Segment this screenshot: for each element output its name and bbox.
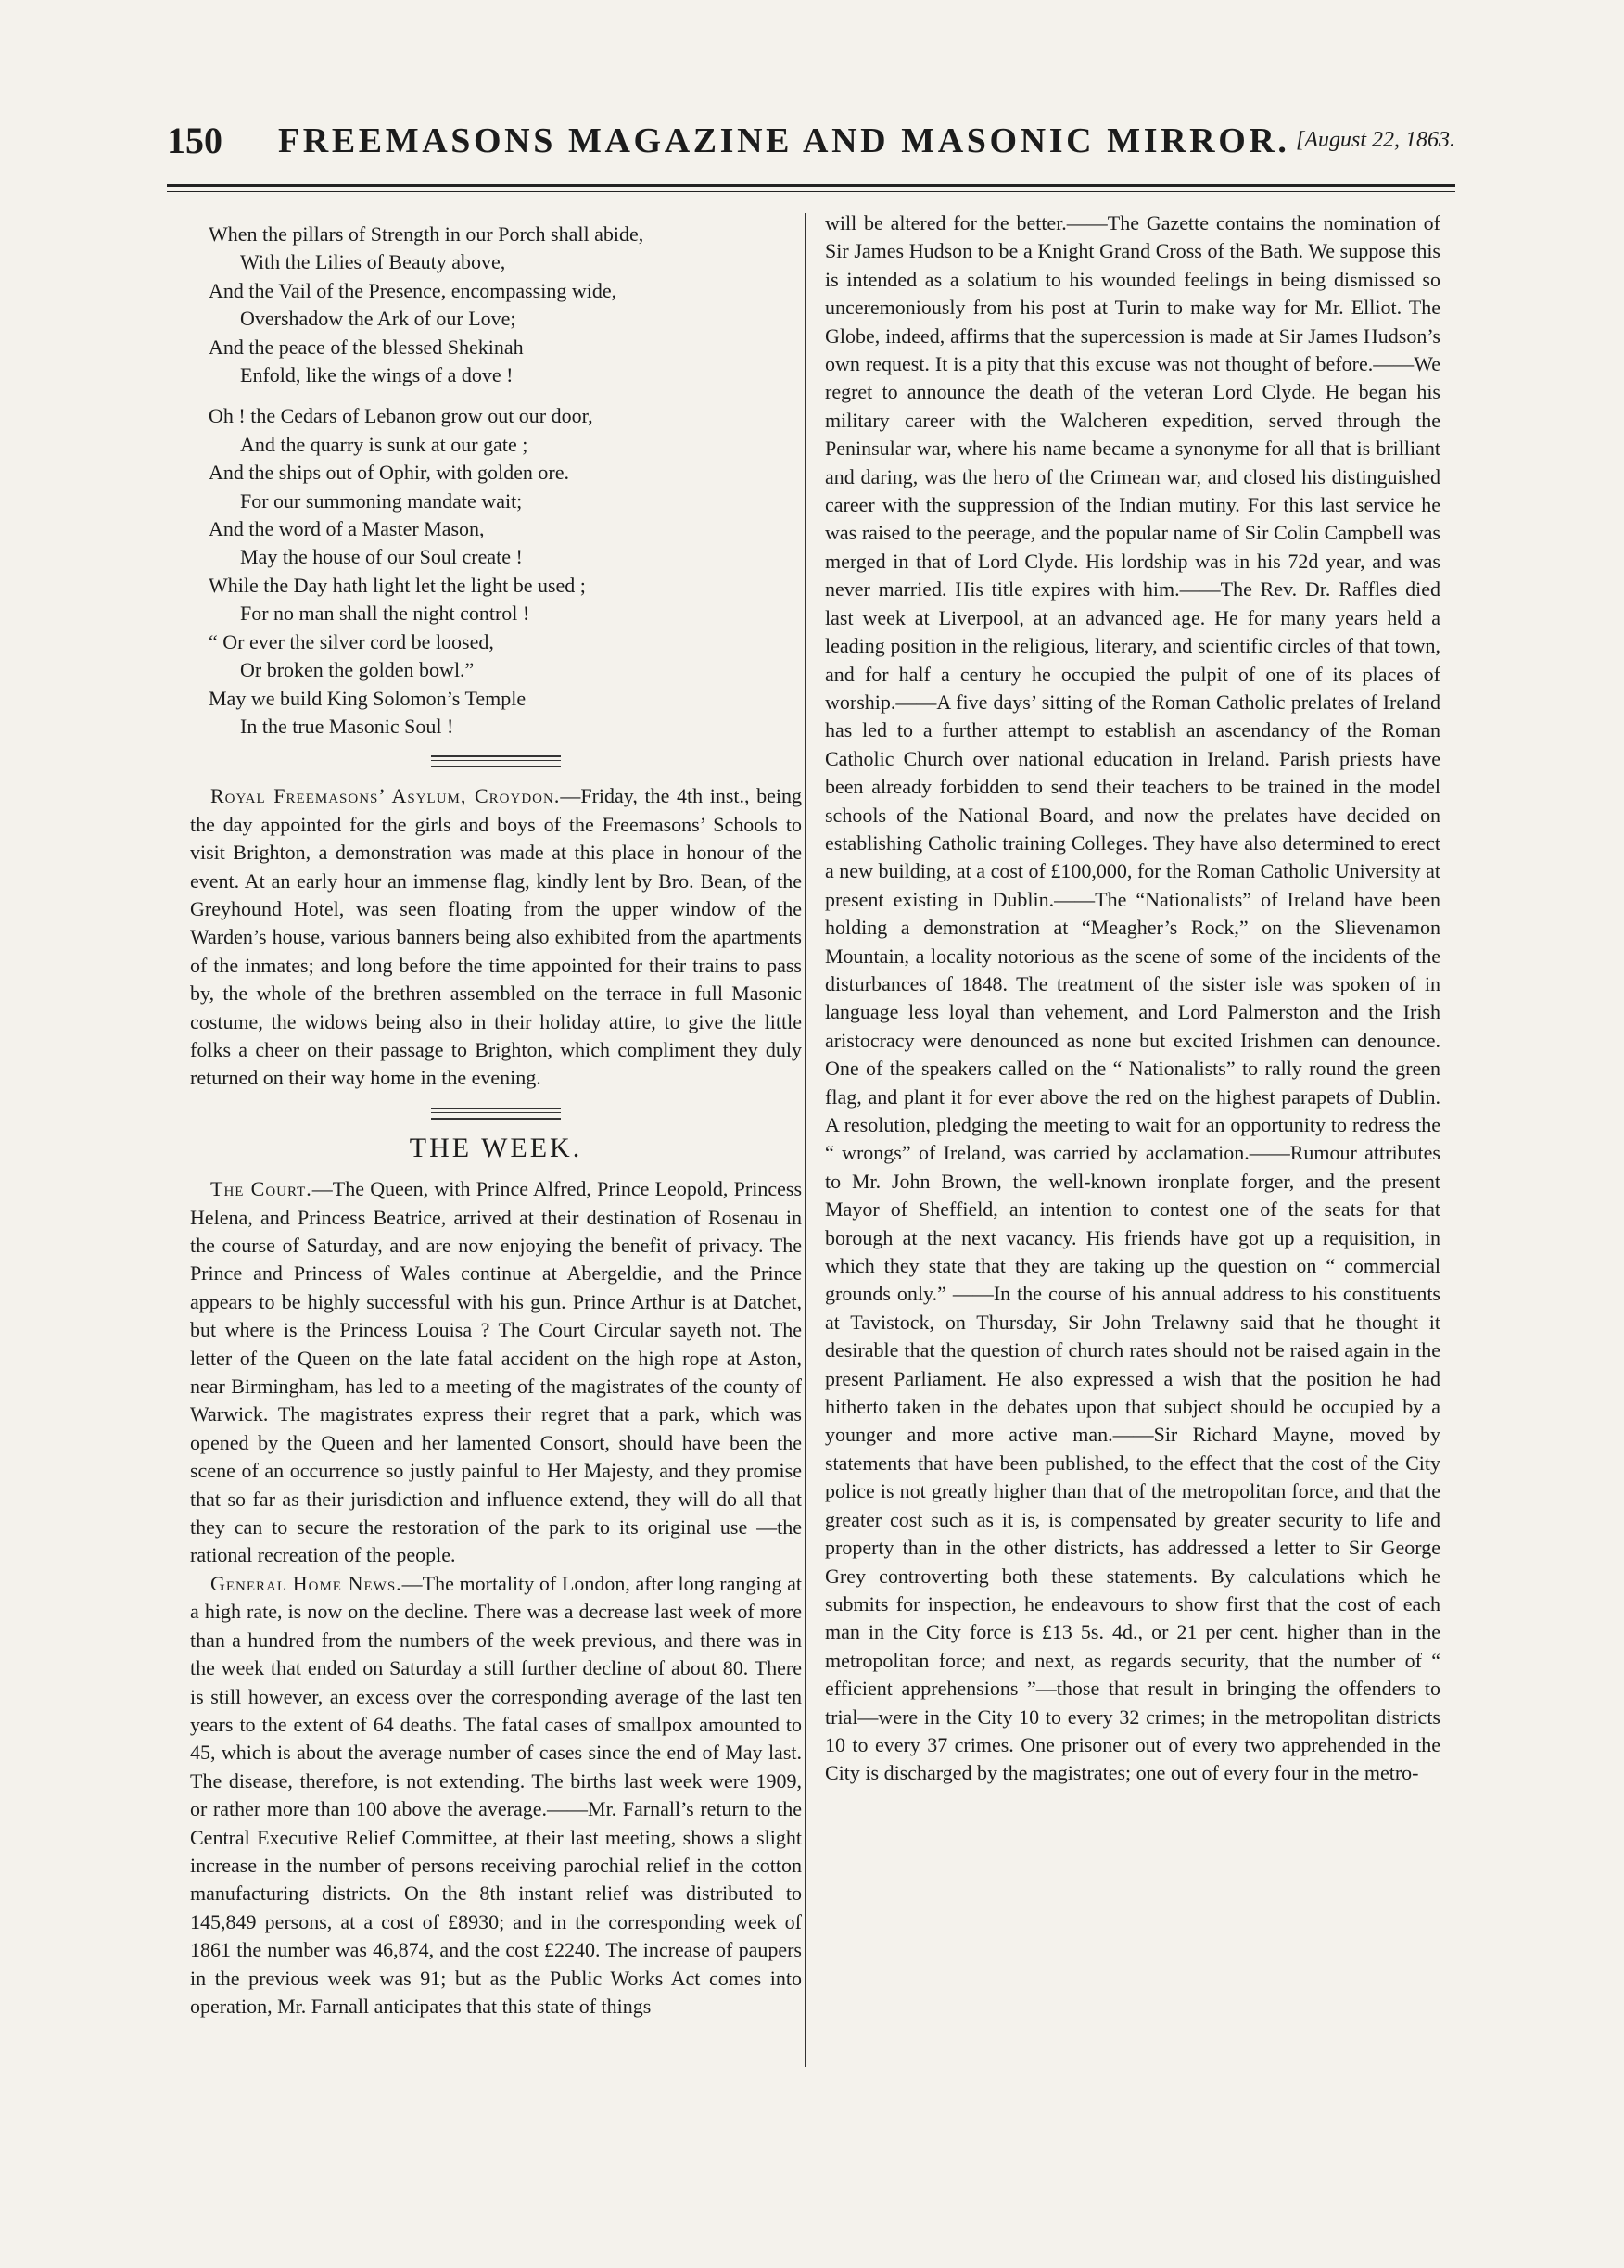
home-news-text: —The mortality of London, after long ranging at a high rate, is now on the decline. There was a decrease last week of more than a hundred from the numbers of the week previous, and there was in the week that ended on Saturday a still further decline of about 80. There is still however, an excess over the corresponding average of the last ten years to the extent of 64 deaths. The fatal cases of smallpox amounted to 45, which is about the average number of cases since the end of May last. The disease, therefore, is not extending. The births last week were 1909, or rather more than 100 above the average.——Mr. Farnall’s return to the Central Executive Relief Committee, at their last meeting, shows a slight increase in the number of persons receiving parochial relief in the cotton manufacturing districts. On the 8th instant relief was distributed to 145,849 persons, at a cost of £8930; and in the corresponding week of 1861 the number was 46,874, and the cost £2240. The increase of paupers in the previous week was 91; but as the Public Works Act comes into operation, Mr. Farnall anticipates that this state of things [190, 1571, 802, 2018]
poem-line: While the Day hath light let the light be used ; [209, 573, 586, 597]
right-column [825, 209, 1440, 1788]
poem-line: And the peace of the blessed Shekinah [209, 335, 524, 359]
poem-line: May we build King Solomon’s Temple [209, 686, 527, 710]
poem-line: Oh ! the Cedars of Lebanon grow out our door, [209, 404, 593, 428]
poem-line: And the ships out of Ophir, with golden ore. [209, 461, 569, 485]
poem-stanza-2 [209, 402, 802, 741]
right-column-paragraph: will be altered for the better.——The Gazette contains the nomination of Sir James Hudson to be a Knight Grand Cross of the Bath. We suppose this is intended as a solatium to his wounded feelings in being dismissed so unceremoniously from his post at Turin to make way for Mr. Elliot. The Globe, indeed, affirms that the supercession is made at Sir James Hudson’s own request. It is a pity that this excuse was not thought of before.——We regret to announce the death of the veteran Lord Clyde. He began his military career with the Walcheren expedition, served through the Peninsular war, where his name became a synonyme for all that is brilliant and daring, was the hero of the Crimean war, and closed his distinguished career with the suppression of the Indian mutiny. For this last service he was raised to the peerage, and the popular name of Sir Colin Campbell was merged in that of Lord Clyde. His lordship was in his 72d year, and was never married. His title expires with him.——The Rev. Dr. Raffles died last week at Liverpool, at an advanced age. He for many years held a leading position in the religious, literary, and scientific circles of that town, and for half a century he occupied the pulpit of one of its places of worship.——A five days’ sitting of the Roman Catholic prelates of Ireland has led to a further attempt to establish an ascendancy of the Roman Catholic Church over national education in Ireland. Parish priests have been already forbidden to send their teachers to be trained in the model schools of the National Board, and now the prelates have decided on establishing Catholic training Colleges. They have also determined to erect a new building, at a cost of £100,000, for the Roman Catholic University at present existing in Dublin.——The “Nationalists” of Ireland have been holding a demonstration at “Meagher’s Rock,” on the Slievenamon Mountain, a locality notorious as the scene of some of the incidents of the disturbances of 1848. The treatment of the sister isle was spoken of in language less loyal than vehement, and Lord Palmerston and the Irish aristocracy were denounced as none but excited Irishmen can denounce. One of the speakers called on the “ Nationalists” to rally round the green flag, and plant it for ever above the red on the highest parapets of Dublin. A resolution, pledging the meeting to wait for an opportunity to redress the “ wrongs” of Ireland, was carried by acclamation.——Rumour attributes to Mr. John Brown, the well-known ironplate forger, and the present Mayor of Sheffield, an intention to contest one of the seats for that borough at the next vacancy. His friends have got up a requisition, in which they state that they are taking up the question on “ commercial grounds only.” ——In the course of his annual address to his constituents at Tavistock, on Thursday, Sir John Trelawny said that he thought it desirable that the question of church rates should not be raised again in the present Parliament. He also expressed a wish that the position he had hitherto taken in the debates upon that subject should be occupied by a younger and more active man.——Sir Richard Mayne, moved by statements that have been published, to the effect that the cost of the City police is not greatly higher than that of the metropolitan force, and that the greater cost such as it is, is compensated by greater security to life and property than in the other districts, has addressed a letter to Sir George Grey controverting both these statements. By calculations which he submits for inspection, he endeavours to show first that the cost of each man in the City force is £13 5s. 4d., or 21 per cent. higher than in the metropolitan force; and next, as regards security, that the number of “ efficient apprehensions ”—those that result in bringing the offenders to trial—were in the City 10 to every 32 crimes; in the metropolitan districts 10 to every 37 crimes. One prisoner out of every two apprehended in the City is discharged by the magistrates; one out of every four in the metro- [825, 211, 1440, 1785]
court-paragraph [190, 1175, 802, 1570]
court-lead: The Court. [210, 1177, 312, 1201]
poem-line: With the Lilies of Beauty above, [240, 250, 506, 274]
column-divider [805, 213, 806, 2067]
poem-line: Or broken the golden bowl.” [240, 658, 475, 682]
poem-line: And the word of a Master Mason, [209, 517, 485, 541]
section-title-the-week: THE WEEK. [409, 1132, 583, 1163]
poem [209, 221, 802, 741]
poem-line: For our summoning mandate wait; [240, 488, 523, 513]
poem-line: May the house of our Soul create ! [240, 545, 523, 569]
poem-line: For no man shall the night control ! [240, 602, 530, 626]
poem-line: Enfold, like the wings of a dove ! [240, 363, 514, 387]
poem-stanza-1 [209, 221, 802, 389]
section-ornament [431, 755, 561, 767]
poem-line: And the Vail of the Presence, encompassing wide, [209, 278, 617, 302]
header-rule-thick [167, 184, 1455, 187]
poem-line: When the pillars of Strength in our Porch shall abide, [209, 222, 644, 246]
poem-line: Overshadow the Ark of our Love; [240, 307, 516, 331]
header-rule-thin [167, 191, 1455, 192]
home-news-lead: General Home News. [210, 1571, 402, 1595]
asylum-text: —Friday, the 4th inst., being the day appointed for the girls and boys of the Freemasons’ Schools to visit Brighton, a demonstration was made at this place in honour of the event. At an early hour an immense flag, kindly lent by Bro. Bean, of the Greyhound Hotel, was seen floating from the upper window of the Warden’s house, various banners being also exhibited from the apartments of the inmates; and long before the time appointed for their trains to pass by, the whole of the brethren assembled on the terrace in full Masonic costume, the widows being also in their holiday attire, to give the little folks a cheer on their passage to Brighton, which compliment they duly returned on their way home in the evening. [190, 784, 802, 1090]
asylum-paragraph [190, 782, 802, 1092]
page-header [167, 119, 1455, 174]
home-news-paragraph [190, 1570, 802, 2021]
poem-line: “ Or ever the silver cord be loosed, [209, 629, 494, 653]
poem-line: And the quarry is sunk at our gate ; [240, 432, 528, 456]
poem-line: In the true Masonic Soul ! [240, 714, 454, 738]
section-ornament [431, 1108, 561, 1120]
asylum-lead: Royal Freemasons’ Asylum, Croydon. [210, 784, 561, 808]
court-text: —The Queen, with Prince Alfred, Prince Leopold, Princess Helena, and Princess Beatrice, arrived at their destination of Rosenau in the course of Saturday, and are now enjoying the benefit of privacy. The Prince and Princess of Wales continue at Abergeldie, and the Prince appears to be highly successful with his gun. Prince Arthur is at Datchet, but where is the Princess Louisa ? The Court Circular sayeth not. The letter of the Queen on the late fatal accident on the high rope at Aston, near Birmingham, has led to a meeting of the magistrates of the county of Warwick. The magistrates express their regret that a park, which was opened by the Queen and her lamented Consort, should have been the scene of an occurrence so justly painful to Her Majesty, and they promise that so far as their jurisdiction and influence extend, they will do all that they can to secure the restoration of the park to its original use —the rational recreation of the people. [190, 1177, 803, 1567]
left-column [190, 209, 802, 2021]
issue-date: [August 22, 1863. [1295, 128, 1455, 152]
page-number: 150 [167, 120, 222, 161]
masthead-title: FREEMASONS MAGAZINE AND MASONIC MIRROR. [278, 121, 1290, 160]
